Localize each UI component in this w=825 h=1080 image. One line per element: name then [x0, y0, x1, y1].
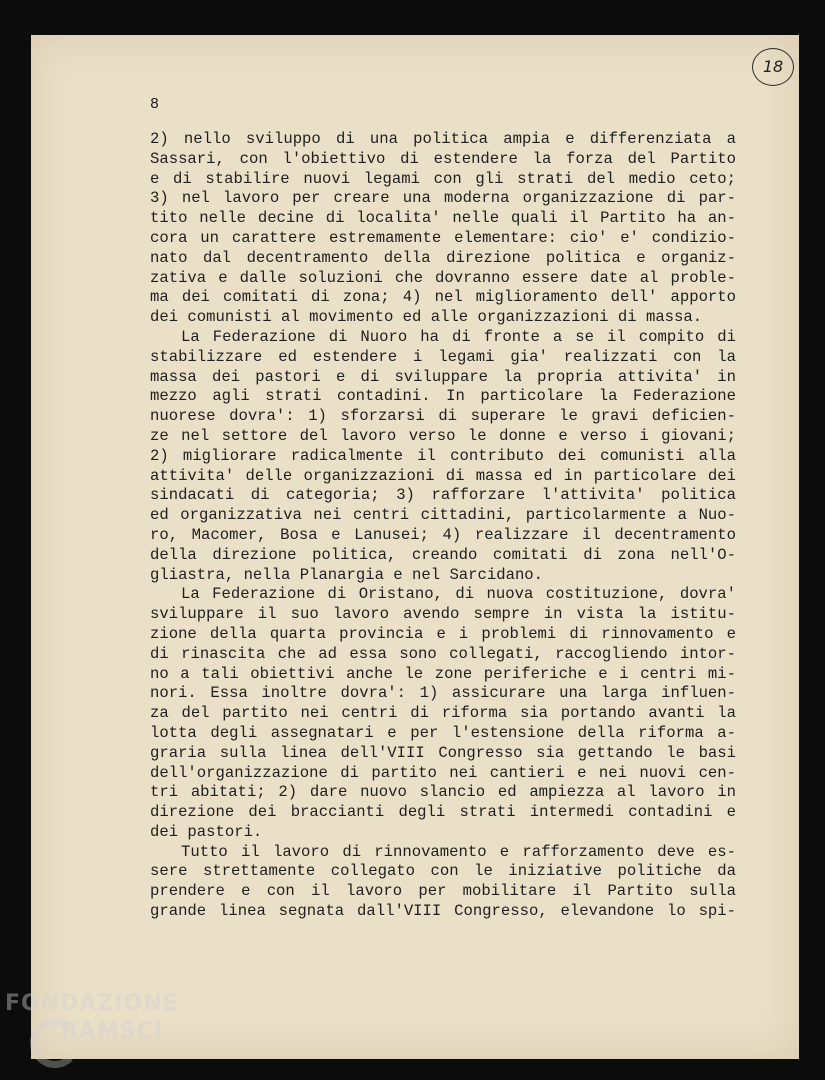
- text-line: 2) nello sviluppo di una politica ampia e differenziata a: [150, 130, 736, 148]
- text-line: nato dal decentramento della direzione politica e organiz-: [150, 248, 736, 267]
- text-line: no a tali obiettivi anche le zone periferiche e i centri mi-: [150, 664, 736, 683]
- text-line: Sassari, con l'obiettivo di estendere la forza del Partito: [150, 149, 736, 168]
- text-line: sere strettamente collegato con le iniziative politiche da: [150, 862, 736, 881]
- text-line: zativa e dalle soluzioni che dovranno essere date al proble-: [150, 268, 736, 287]
- text-line: dei pastori.: [150, 822, 263, 841]
- text-line: attivita' delle organizzazioni di massa ed in particolare dei: [150, 466, 736, 485]
- text-line: massa dei pastori e di sviluppare la propria attivita' in: [150, 367, 736, 386]
- text-line: ze nel settore del lavoro verso le donne e verso i giovani;: [150, 426, 736, 445]
- text-line: tito nelle decine di localita' nelle quali il Partito ha an-: [150, 209, 736, 228]
- text-line: ma dei comitati di zona; 4) nel miglioramento dell' apporto: [150, 288, 736, 307]
- watermark-g-logo-icon: [30, 1018, 80, 1068]
- text-line: dei comunisti al movimento ed alle organizzazioni di massa.: [150, 308, 703, 327]
- text-line: della direzione politica, creando comitati di zona nell'O-: [150, 545, 736, 564]
- text-line: nuorese dovra': 1) sforzarsi di superare le gravi deficien-: [150, 407, 736, 426]
- text-line: mezzo agli strati contadini. In particolare la Federazione: [150, 387, 736, 406]
- text-line: cora un carattere estremamente elementare: cio' e' condizio-: [150, 228, 736, 247]
- text-line: 3) nel lavoro per creare una moderna organizzazione di par-: [150, 189, 736, 208]
- text-line: prendere e con il lavoro per mobilitare il Partito sulla: [150, 882, 736, 901]
- text-line: sviluppare il suo lavoro avendo sempre in vista la istitu-: [150, 605, 736, 624]
- text-line: grande linea segnata dall'VIII Congresso, elevandone lo spi-: [150, 902, 736, 921]
- archive-number-stamp: 18: [752, 48, 794, 86]
- text-line: di rinascita che ad essa sono collegati, raccogliendo intor-: [150, 644, 736, 663]
- text-line: nori. Essa inoltre dovra': 1) assicurare una larga influen-: [150, 684, 736, 703]
- typewritten-body: [150, 130, 736, 922]
- text-line: 2) migliorare radicalmente il contributo dei comunisti alla: [150, 446, 736, 465]
- text-line: tri abitati; 2) dare nuovo slancio ed ampiezza al lavoro in: [150, 783, 736, 802]
- text-line: La Federazione di Nuoro ha di fronte a se il compito di: [181, 327, 736, 346]
- text-line: gliastra, nella Planargia e nel Sarcidano.: [150, 565, 544, 584]
- watermark-line-2: RAMSCI: [61, 1019, 164, 1044]
- text-line: graria sulla linea dell'VIII Congresso sia gettando le basi: [150, 743, 736, 762]
- text-line: stabilizzare ed estendere i legami gia' realizzati con la: [150, 347, 736, 366]
- text-line: ro, Macomer, Bosa e Lanusei; 4) realizzare il decentramento: [150, 525, 736, 544]
- text-line: zione della quarta provincia e i problemi di rinnovamento e: [150, 624, 736, 643]
- text-line: sindacati di categoria; 3) rafforzare l'attivita' politica: [150, 486, 736, 505]
- text-line: za del partito nei centri di riforma sia portando avanti la: [150, 704, 736, 723]
- text-line: direzione dei braccianti degli strati intermedi contadini e: [150, 803, 736, 822]
- text-line: ed organizzativa nei centri cittadini, particolarmente a Nuo-: [150, 506, 736, 525]
- watermark-line-1: FONDAZIONE: [5, 991, 179, 1016]
- text-line: Tutto il lavoro di rinnovamento e rafforzamento deve es-: [181, 842, 736, 861]
- text-line: lotta degli assegnatari e per l'estensione della riforma a-: [150, 723, 736, 742]
- text-line: e di stabilire nuovi legami con gli strati del medio ceto;: [150, 169, 736, 188]
- text-line: dell'organizzazione di partito nei cantieri e nei nuovi cen-: [150, 763, 736, 782]
- page-number: 8: [150, 96, 160, 113]
- text-line: La Federazione di Oristano, di nuova costituzione, dovra': [181, 585, 736, 604]
